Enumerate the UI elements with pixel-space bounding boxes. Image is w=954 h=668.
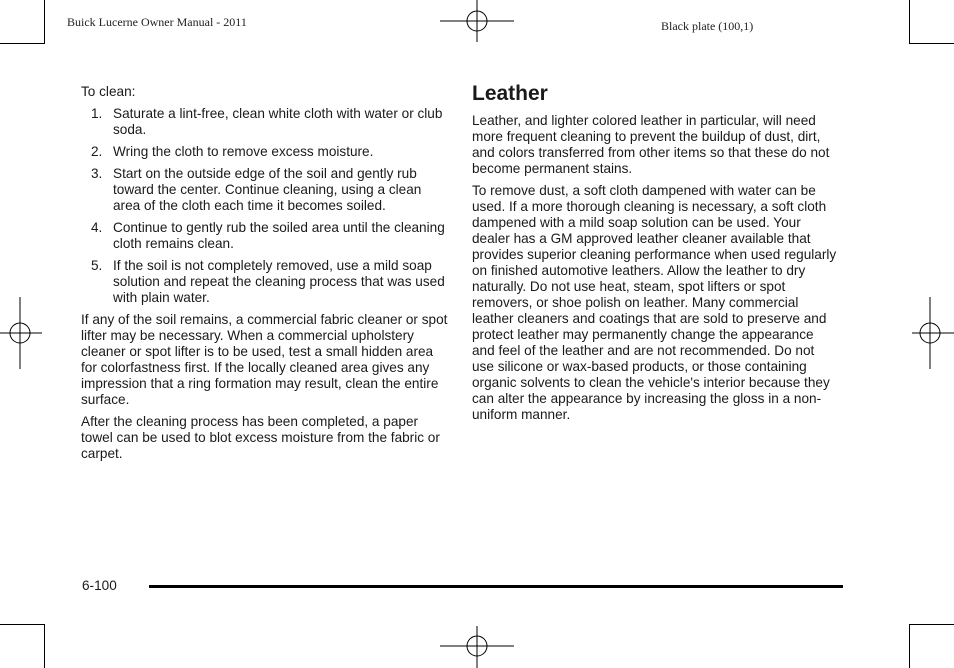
header-plate-label: Black plate (100,1) <box>661 19 754 33</box>
body-paragraph: To remove dust, a soft cloth dampened with water can be used. If a more thorough cleaning is necessary, a soft cloth dampened with a mild soap solution can be used. Your dealer has a GM approved leather cleaner available that provides superior cleaning performance when used regularly on finished automotive leathers. Allow the leather to dry naturally. Do not use heat, steam, spot lifters or spot removers, or shoe polish on leather. Many commercial leather cleaners and coatings that are sold to preserve and protect leather may permanently change the appearance and feel of the leather and are not recommended. Do not use silicone or wax-based products, or those containing organic solvents to clean the vehicle's interior because they can alter the appearance by increasing the gloss in a non-uniform manner. <box>472 183 837 422</box>
header-document-title: Buick Lucerne Owner Manual - 2011 <box>67 15 247 29</box>
step-text: If the soil is not completely removed, use a mild soap solution and repeat the cleaning process that was used with plain water. <box>113 258 445 305</box>
body-paragraph: After the cleaning process has been completed, a paper towel can be used to blot excess moisture from the fabric or carpet. <box>81 414 440 461</box>
right-column <box>472 84 838 429</box>
step-text: Continue to gently rub the soiled area until the cleaning cloth remains clean. <box>113 220 445 251</box>
step-text: Start on the outside edge of the soil and gently rub toward the center. Continue cleaning, using a clean area of the cloth each time it becomes soiled. <box>113 166 422 213</box>
step-number: 2. <box>91 144 103 159</box>
list-item <box>81 144 449 160</box>
body-paragraph: Leather, and lighter colored leather in particular, will need more frequent cleaning to prevent the buildup of dust, dirt, and colors transferred from other items so that these do not become permanent stains. <box>472 113 830 176</box>
page-number: 6-100 <box>82 578 117 593</box>
list-item <box>81 166 449 214</box>
registration-mark-top-icon <box>440 0 516 44</box>
section-heading: Leather <box>472 82 548 105</box>
list-item <box>81 106 449 138</box>
step-text: Wring the cloth to remove excess moisture. <box>113 144 374 159</box>
crop-mark-bottom-left-vertical <box>44 624 45 668</box>
cleaning-intro: To clean: <box>81 84 136 99</box>
crop-mark-top-left-vertical <box>44 0 45 44</box>
body-paragraph: If any of the soil remains, a commercial fabric cleaner or spot lifter may be necessary. When a commercial upholstery cleaner or spot lifter is to be used, test a small hidden area for colorfastness first. If the locally cleaned area gives any impression that a ring formation may result, clean the entire surface. <box>81 312 448 407</box>
registration-mark-left-icon <box>0 297 44 369</box>
left-column <box>81 84 449 468</box>
list-item <box>81 220 449 252</box>
crop-mark-top-right-vertical <box>909 0 910 44</box>
footer-rule <box>149 585 843 588</box>
crop-mark-bottom-right-horizontal <box>910 624 954 625</box>
registration-mark-bottom-icon <box>440 624 516 668</box>
step-number: 4. <box>91 220 103 235</box>
step-number: 3. <box>91 166 103 181</box>
crop-mark-top-left-horizontal <box>0 43 44 44</box>
list-item <box>81 258 449 306</box>
step-number: 5. <box>91 258 103 273</box>
cleaning-steps-list <box>81 106 449 306</box>
step-text: Saturate a lint-free, clean white cloth with water or club soda. <box>113 106 443 137</box>
crop-mark-bottom-left-horizontal <box>0 624 44 625</box>
crop-mark-bottom-right-vertical <box>909 624 910 668</box>
step-number: 1. <box>91 106 103 121</box>
registration-mark-right-icon <box>910 297 954 369</box>
crop-mark-top-right-horizontal <box>910 43 954 44</box>
